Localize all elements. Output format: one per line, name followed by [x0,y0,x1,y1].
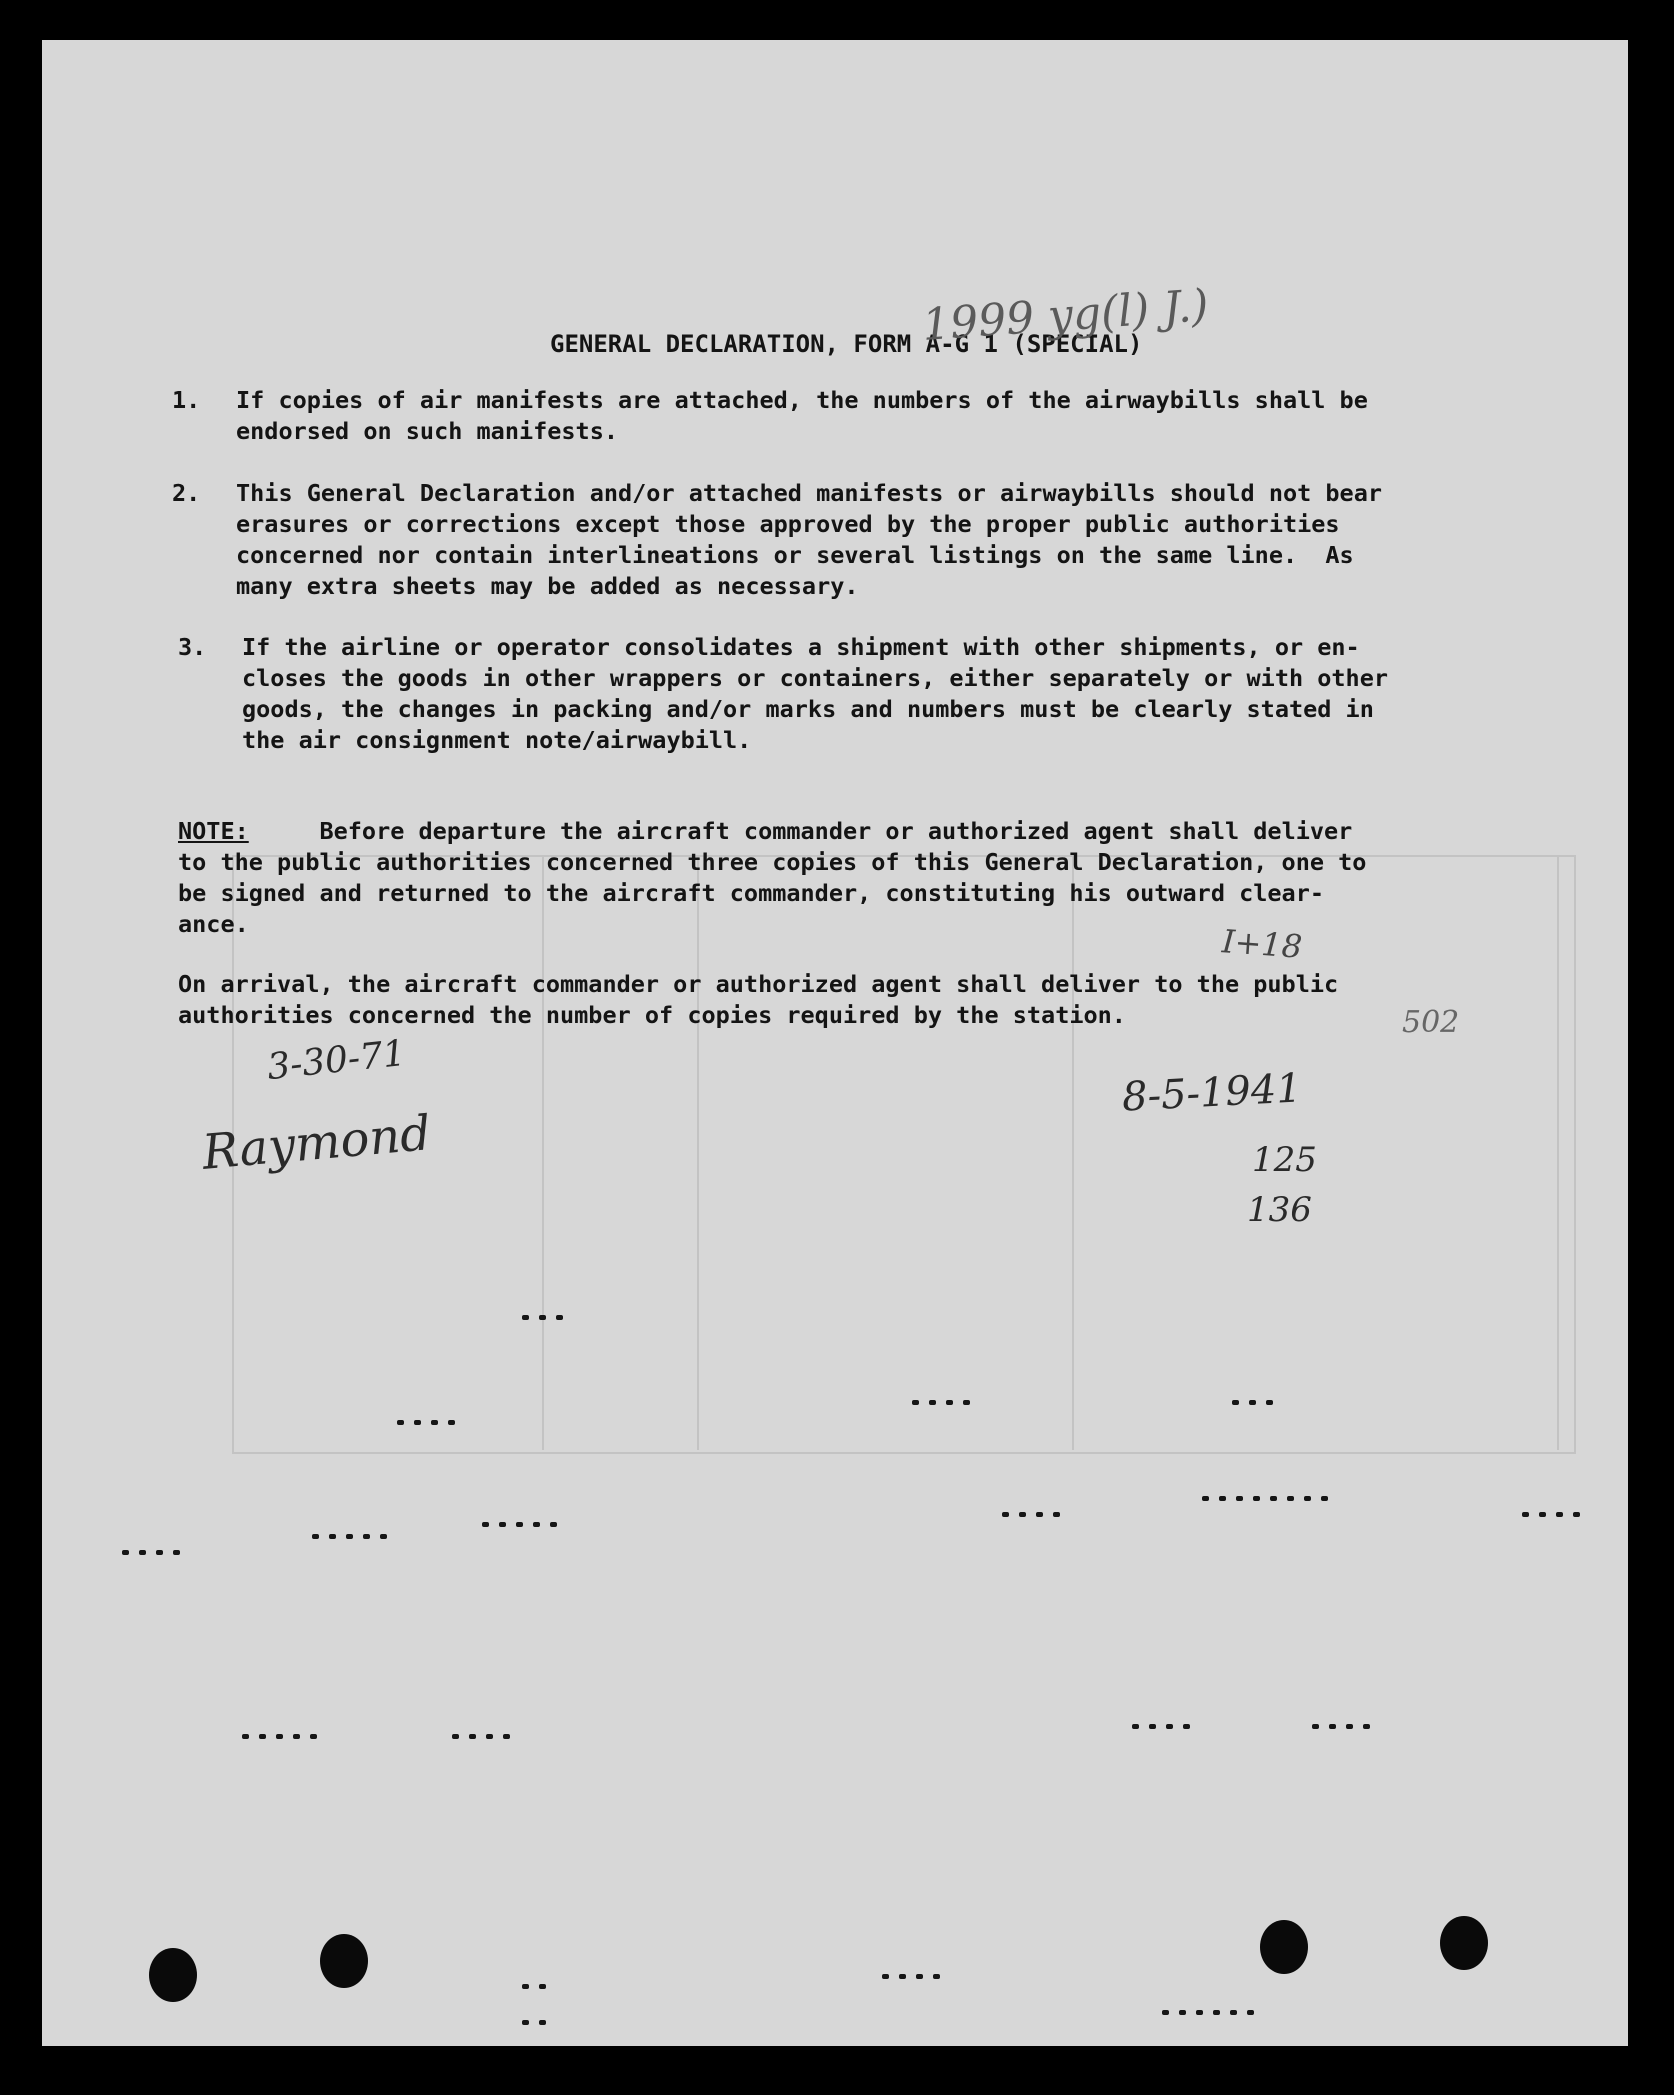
document-page [42,40,1628,2046]
note-text: Before departure the aircraft commander or authorized agent shall deliver [248,817,1353,845]
arrival-line: authorities concerned the number of copies required by the station. [178,1001,1126,1029]
faint-dot-mark [122,1540,190,1548]
item-line: the air consignment note/airwaybill. [242,726,752,754]
bleed-through-line [1072,855,1074,1450]
item-paragraph [242,632,1542,756]
handwritten-scrawl: 1999 yg(l) J.) [920,280,1211,351]
note-first-line [178,816,1518,847]
punch-hole [320,1934,368,1988]
handwritten-date: 3-30-71 [265,1032,408,1089]
bleed-through-table [232,855,1576,1454]
faint-dot-mark [312,1524,397,1532]
bleed-through-line [1557,855,1559,1450]
faint-dot-mark [522,2010,556,2018]
item-line: concerned nor contain interlineations or several listings on the same line. As [236,541,1354,569]
faint-dot-mark [397,1410,465,1418]
handwritten-small: 502 [1402,1005,1460,1040]
item-line: goods, the changes in packing and/or marks and numbers must be clearly stated in [242,695,1374,723]
punch-hole [149,1948,197,2002]
bleed-through-line [697,855,699,1450]
item-number: 3. [178,633,207,661]
punch-hole [1440,1916,1488,1970]
faint-dot-mark [242,1724,327,1732]
item-number: 1. [172,386,201,414]
note-paragraph [178,816,1518,940]
faint-dot-mark [1202,1486,1338,1494]
handwritten-number: 136 [1247,1190,1312,1230]
item-line: If the airline or operator consolidates a shipment with other shipments, or en- [242,633,1360,661]
note-line: be signed and returned to the aircraft commander, constituting his outward clear- [178,879,1325,907]
item-line: If copies of air manifests are attached, the numbers of the airwaybills shall be [236,386,1368,414]
faint-dot-mark [1002,1502,1070,1510]
faint-dot-mark [522,1305,573,1313]
item-paragraph [236,478,1536,602]
faint-dot-mark [1522,1502,1590,1510]
faint-dot-mark [1162,2000,1264,2008]
page-title: GENERAL DECLARATION, FORM A-G 1 (SPECIAL) [550,330,1143,358]
item-line: many extra sheets may be added as necessary. [236,572,859,600]
faint-dot-mark [452,1724,520,1732]
item-line: This General Declaration and/or attached manifests or airwaybills should not bear [236,479,1383,507]
faint-dot-mark [1132,1714,1200,1722]
handwritten-number: 125 [1252,1140,1317,1180]
item-line: closes the goods in other wrappers or containers, either separately or with other [242,664,1389,692]
item-line: erasures or corrections except those approved by the proper public authorities [236,510,1340,538]
faint-dot-mark [882,1964,950,1972]
punch-hole [1260,1920,1308,1974]
note-line: ance. [178,910,249,938]
faint-dot-mark [482,1512,567,1520]
item-line: endorsed on such manifests. [236,417,619,445]
arrival-paragraph [178,969,1518,1031]
faint-dot-mark [1312,1714,1380,1722]
faint-dot-mark [1232,1390,1283,1398]
item-number: 2. [172,479,201,507]
handwritten-initials: Raymond [199,1105,434,1181]
note-line: to the public authorities concerned three copies of this General Declaration, one to [178,848,1367,876]
arrival-line: On arrival, the aircraft commander or authorized agent shall deliver to the public [178,970,1339,998]
handwritten-mark: I+18 [1220,922,1304,966]
faint-dot-mark [912,1390,980,1398]
handwritten-date: 8-5-1941 [1120,1065,1303,1121]
faint-dot-mark [522,1974,556,1982]
note-label: NOTE: [178,817,249,845]
item-paragraph [236,385,1536,447]
bleed-through-line [542,855,544,1450]
